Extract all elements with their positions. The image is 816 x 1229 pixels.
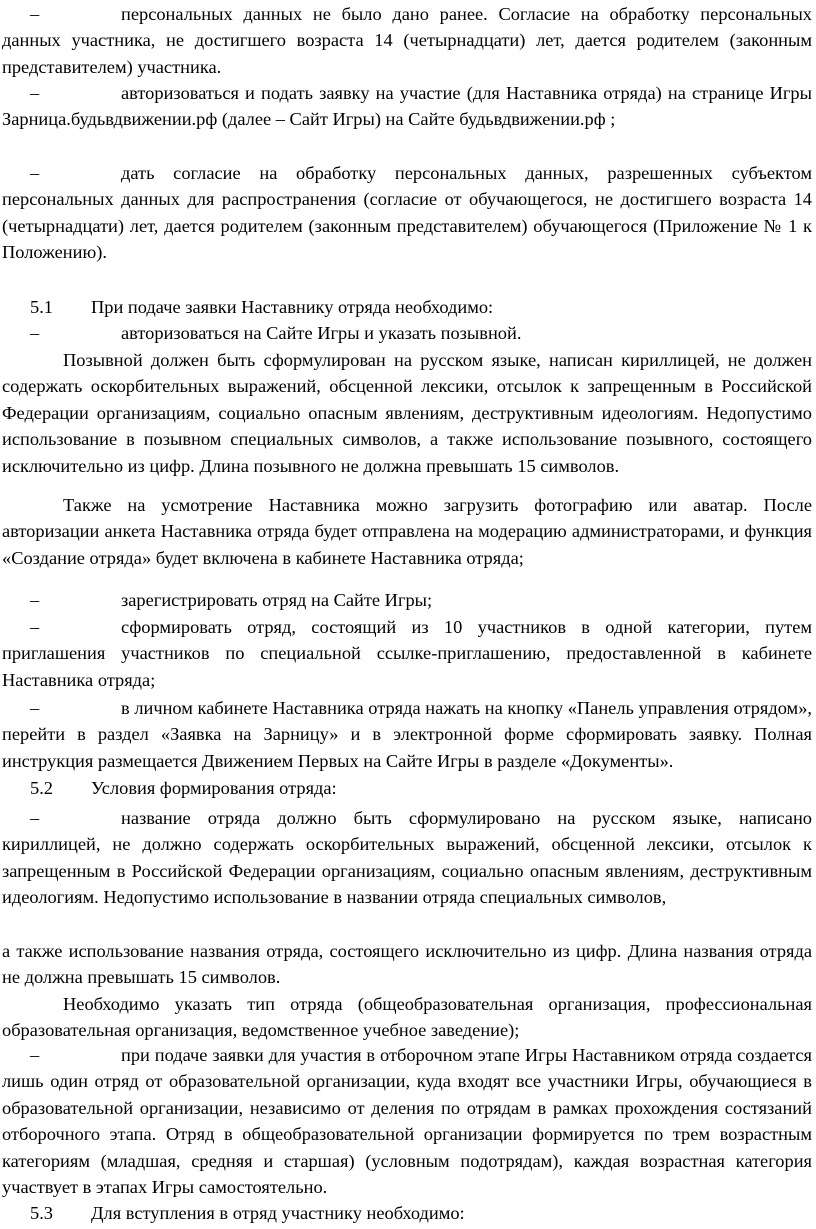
paragraph-text: дать согласие на обработку персональных данных, разрешенных субъектом персональных данных для распространения (согласие от обучающегося, не достигшего возраста 14 (четырнадцати) лет, дается родителем (законным представителем) обучающегося (Приложение № 1 к Положению). xyxy=(2,163,812,263)
paragraph-text: зарегистрировать отряд на Сайте Игры; xyxy=(121,590,433,610)
clause-number: 5.2 xyxy=(30,778,53,798)
paragraph-squad-type xyxy=(2,991,812,1044)
paragraph-authorize-callsign xyxy=(2,320,812,346)
paragraph-text: сформировать отряд, состоящий из 10 участников в одной категории, путем приглашения участников по специальной ссылке-приглашению, предоставленной в кабинете Наставника отряда; xyxy=(2,617,812,690)
paragraph-authorize-apply xyxy=(2,80,812,133)
paragraph-text: название отряда должно быть сформулировано на русском языке, написано кириллицей, не должно содержать оскорбительных выражений, обсценной лексики, отсылок к запрещенным в Российской Федерации организациям, социально опасным явлениям, деструктивным идеологиям. Недопустимо использование в названии отряда специальных символов, xyxy=(2,808,812,908)
paragraph-text: Для вступления в отряд участнику необходимо: xyxy=(91,1203,465,1223)
paragraph-register-squad xyxy=(2,587,812,613)
paragraph-form-squad xyxy=(2,614,812,693)
paragraph-text: Также на усмотрение Наставника можно загрузить фотографию или аватар. После авторизации анкета Наставника отряда будет отправлена на модерацию администраторами, и функция «Создание отряда» будет включена в кабинете Наставника отряда; xyxy=(2,495,812,568)
paragraph-text: Необходимо указать тип отряда (общеобразовательная организация, профессиональная образовательная организация, ведомственное учебное заведение); xyxy=(2,994,812,1041)
paragraph-give-consent xyxy=(2,160,812,266)
paragraph-text: Условия формирования отряда: xyxy=(91,778,337,798)
bullet-dash: – xyxy=(30,617,40,637)
bullet-dash: – xyxy=(30,83,40,103)
paragraph-text: При подаче заявки Наставнику отряда необходимо: xyxy=(91,297,494,317)
paragraph-squad-name xyxy=(2,805,812,911)
paragraph-text: авторизоваться на Сайте Игры и указать позывной. xyxy=(121,323,522,343)
paragraph-photo-avatar xyxy=(2,492,812,571)
bullet-dash: – xyxy=(30,323,40,343)
bullet-dash: – xyxy=(30,4,40,24)
clause-5-1 xyxy=(2,294,812,320)
paragraph-consent-previous xyxy=(2,1,812,80)
paragraph-text: Позывной должен быть сформулирован на русском языке, написан кириллицей, не должен содержать оскорбительных выражений, обсценной лексики, отсылок к запрещенным в Российской Федерации организациям, социально опасным явлениям, деструктивным идеологиям. Недопустимо использование в позывном специальных символов, а также использование позывного, состоящего исключительно из цифр. Длина позывного не должна превышать 15 символов. xyxy=(2,350,812,476)
paragraph-text: в личном кабинете Наставника отряда нажать на кнопку «Панель управления отрядом», перейти в раздел «Заявка на Зарницу» и в электронной форме сформировать заявку. Полная инструкция размещается Движением Первых на Сайте Игры в разделе «Документы». xyxy=(2,698,812,771)
clause-number: 5.3 xyxy=(30,1203,53,1223)
paragraph-control-panel xyxy=(2,695,812,774)
clause-number: 5.1 xyxy=(30,297,53,317)
bullet-dash: – xyxy=(30,1045,40,1065)
bullet-dash: – xyxy=(30,590,40,610)
bullet-dash: – xyxy=(30,808,40,828)
bullet-dash: – xyxy=(30,698,40,718)
paragraph-text: персональных данных не было дано ранее. Согласие на обработку персональных данных участника, не достигшего возраста 14 (четырнадцати) лет, дается родителем (законным представителем) участника. xyxy=(2,4,812,77)
paragraph-text: при подаче заявки для участия в отборочном этапе Игры Наставником отряда создается лишь один отряд от образовательной организации, куда входят все участники Игры, обучающиеся в образовательной организации, независимо от деления по отрядам в рамках прохождения состязаний отборочного этапа. Отряд в общеобразовательной организации формируется по трем возрастным категориям (младшая, средняя и старшая) (условным подотрядам), каждая возрастная категория участвует в этапах Игры самостоятельно. xyxy=(2,1045,812,1198)
paragraph-text: а также использование названия отряда, состоящего исключительно из цифр. Длина названия отряда не должна превышать 15 символов. xyxy=(2,941,812,988)
paragraph-callsign-rules xyxy=(2,347,812,479)
clause-5-2 xyxy=(2,775,812,801)
bullet-dash: – xyxy=(30,163,40,183)
paragraph-qualifying-stage xyxy=(2,1042,812,1200)
clause-5-3 xyxy=(2,1200,812,1226)
paragraph-squad-name-continued xyxy=(2,938,812,991)
paragraph-text: авторизоваться и подать заявку на участие (для Наставника отряда) на странице Игры Зарница.будьвдвижении.рф (далее – Сайт Игры) на Сайте будьвдвижении.рф ; xyxy=(2,83,812,130)
